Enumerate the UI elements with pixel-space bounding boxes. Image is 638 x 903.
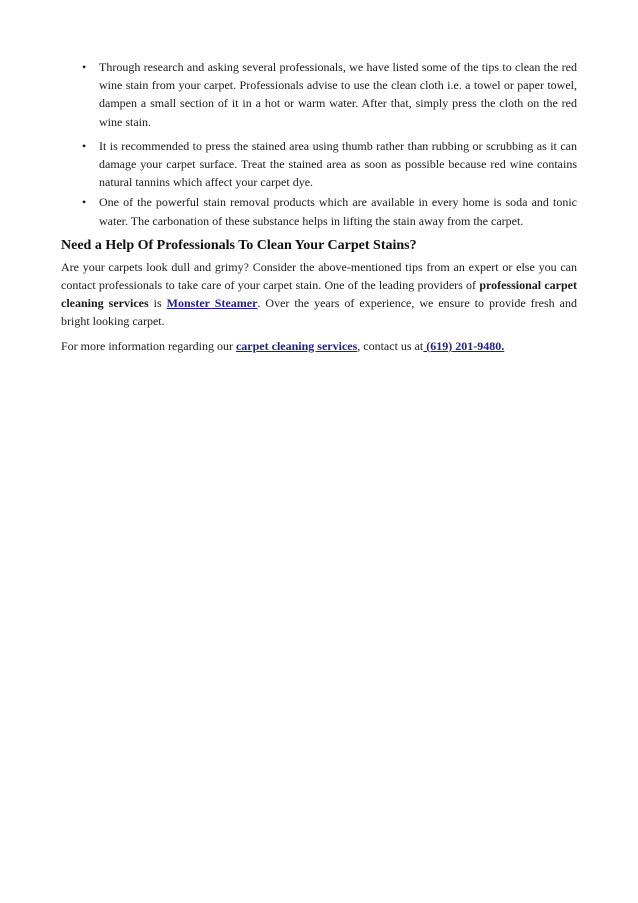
contact-text-middle: , contact us at [357, 338, 424, 353]
tip-list-item [61, 137, 577, 192]
tip-text: It is recommended to press the stained area using thumb rather than rubbing or scrubbing as it can damage your carpet surface. Treat the stained area as soon as possible because red wine contains natural tannins which affect your carpet dye. [99, 138, 577, 190]
contact-paragraph [61, 337, 577, 355]
intro-text-is: is [148, 296, 167, 311]
tips-list [61, 58, 577, 230]
contact-text-start: For more information regarding our [61, 338, 236, 353]
intro-text-start: Are your carpets look dull and grimy? Consider the above-mentioned tips from an expert or else you can contact professionals to take care of your carpet stain. One of the leading providers of [61, 259, 577, 293]
intro-text-end: . Over the years of experience, we ensure to provide fresh and bright looking carpet. [61, 296, 577, 329]
tip-list-item [61, 58, 577, 131]
bullet-icon: • [82, 195, 87, 210]
services-bold-text: professional carpet cleaning services [61, 278, 578, 311]
monster-steamer-link[interactable]: Monster Steamer [166, 296, 258, 311]
intro-paragraph [61, 258, 577, 331]
tip-text: One of the powerful stain removal products which are available in every home is soda and tonic water. The carbonation of these substance helps in lifting the stain away from the carpet. [99, 195, 577, 228]
section-heading: Need a Help Of Professionals To Clean Your Carpet Stains? [61, 237, 417, 253]
bullet-icon: • [82, 138, 87, 153]
tip-text: Through research and asking several professionals, we have listed some of the tips to clean the red wine stain from your carpet. Professionals advise to use the clean cloth i.e. a towel or paper towel, dampen a small section of it in a hot or warm water. After that, simply press the cloth on the red wine stain. [99, 60, 577, 129]
phone-number-link[interactable]: (619) 201-9480. [423, 338, 505, 353]
carpet-cleaning-services-link[interactable]: carpet cleaning services [235, 338, 358, 353]
tip-list-item [61, 193, 577, 229]
document-page [61, 58, 577, 361]
bullet-icon: • [82, 60, 87, 74]
